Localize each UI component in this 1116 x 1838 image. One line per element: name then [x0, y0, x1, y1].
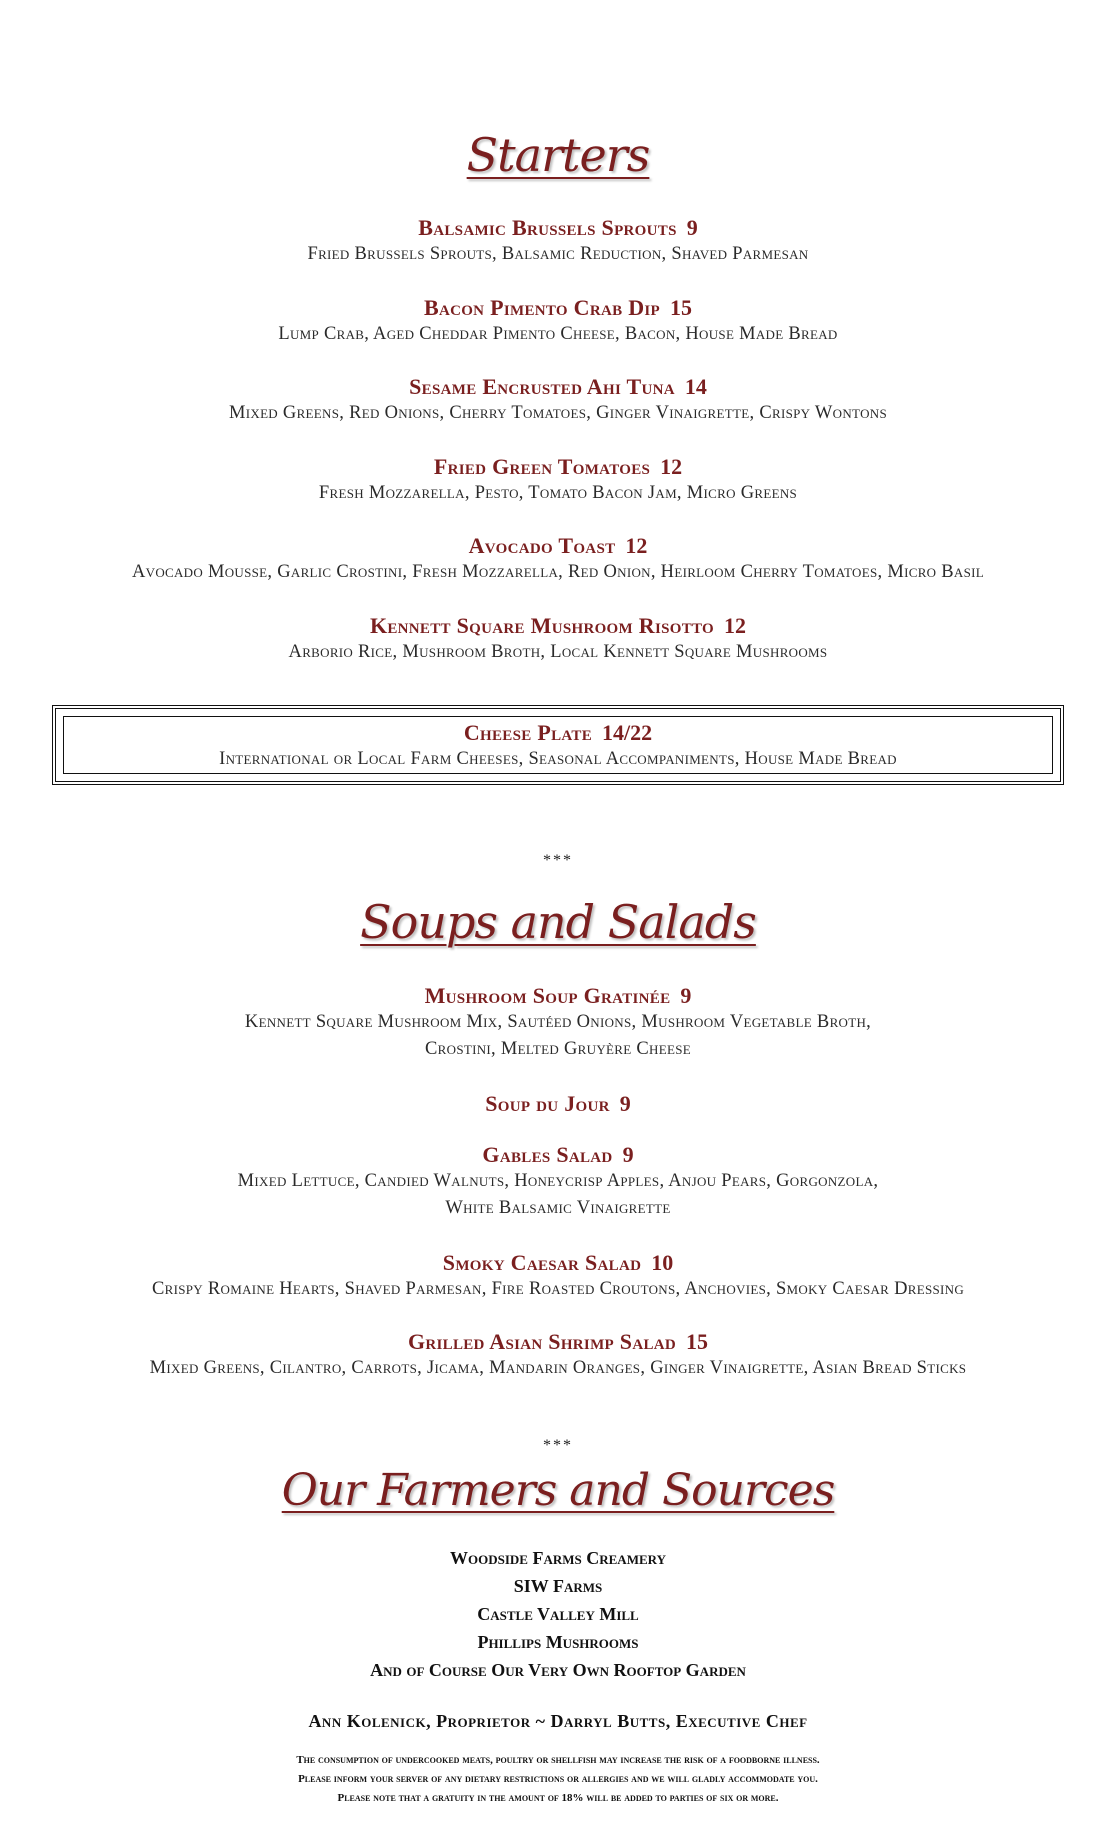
item-description: Fresh Mozzarella, Pesto, Tomato Bacon Jam, Micro Greens: [318, 483, 798, 503]
item-name: Kennett Square Mushroom Risotto: [369, 613, 715, 638]
item-price: 12: [660, 454, 683, 479]
soups-section-title-wrap: [0, 895, 1116, 949]
menu-item: [0, 454, 1116, 507]
soups-section-title: Soups and Salads: [360, 895, 756, 949]
menu-item: [0, 983, 1116, 1063]
sources-list: [0, 1544, 1116, 1684]
item-name: Bacon Pimento Crab Dip: [423, 295, 661, 320]
fine-print: [0, 1751, 1116, 1808]
item-name: Cheese Plate: [463, 720, 593, 745]
menu-item: [0, 613, 1116, 666]
item-name: Gables Salad: [482, 1142, 613, 1167]
item-description: Arborio Rice, Mushroom Broth, Local Kennett Square Mushrooms: [288, 642, 828, 662]
menu-item: [0, 374, 1116, 427]
item-description: Mixed Lettuce, Candied Walnuts, Honeycrisp Apples, Anjou Pears, Gorgonzola,: [237, 1171, 879, 1191]
item-name: Soup du Jour: [485, 1091, 610, 1116]
source-item: Woodside Farms Creamery: [450, 1548, 666, 1568]
source-item: SIW Farms: [513, 1576, 603, 1596]
menu-item: [0, 533, 1116, 586]
farmers-section-title-wrap: [0, 1465, 1116, 1516]
item-price: 9: [619, 1091, 631, 1116]
featured-menu-item: [0, 720, 1116, 773]
fine-print-line: Please note that a gratuity in the amount of 18% will be added to parties of six or more.: [337, 1792, 779, 1804]
item-name: Smoky Caesar Salad: [442, 1250, 642, 1275]
item-name: Avocado Toast: [468, 533, 616, 558]
item-price: 10: [651, 1250, 674, 1275]
item-description: Kennett Square Mushroom Mix, Sautéed Onions, Mushroom Vegetable Broth,: [244, 1012, 872, 1032]
section-divider: ***: [543, 1437, 573, 1454]
item-name: Grilled Asian Shrimp Salad: [407, 1329, 677, 1354]
menu-item: [0, 1250, 1116, 1303]
item-price: 9: [622, 1142, 634, 1167]
item-price: 9: [680, 983, 692, 1008]
item-name: Mushroom Soup Gratinée: [424, 983, 671, 1008]
item-name: Balsamic Brussels Sprouts: [418, 215, 677, 240]
item-name: Fried Green Tomatoes: [433, 454, 651, 479]
item-price: 12: [625, 533, 648, 558]
item-name: Sesame Encrusted Ahi Tuna: [409, 374, 675, 399]
starters-section-title: Starters: [466, 128, 650, 182]
menu-item: [0, 1142, 1116, 1222]
menu-item: [0, 295, 1116, 348]
menu-item: [0, 1329, 1116, 1382]
fine-print-line: Please inform your server of any dietary restrictions or allergies and we will gladly accommodate you.: [298, 1773, 818, 1785]
source-item: Castle Valley Mill: [477, 1604, 639, 1624]
staff-credits: Ann Kolenick, Proprietor ~ Darryl Butts, Executive Chef: [308, 1711, 808, 1731]
item-description: Fried Brussels Sprouts, Balsamic Reduction, Shaved Parmesan: [307, 244, 809, 264]
farmers-section-title: Our Farmers and Sources: [281, 1465, 835, 1516]
fine-print-line: The consumption of undercooked meats, poultry or shellfish may increase the risk of a foodborne illness.: [296, 1754, 820, 1766]
item-description: Crostini, Melted Gruyère Cheese: [425, 1039, 691, 1059]
source-item: And of Course Our Very Own Rooftop Garden: [370, 1660, 746, 1680]
section-divider: ***: [543, 852, 573, 869]
item-price: 14/22: [602, 720, 653, 745]
menu-item: [0, 1091, 1116, 1117]
item-description: Mixed Greens, Cilantro, Carrots, Jicama, Mandarin Oranges, Ginger Vinaigrette, Asian Bread Sticks: [149, 1358, 967, 1378]
item-description: Lump Crab, Aged Cheddar Pimento Cheese, Bacon, House Made Bread: [278, 324, 838, 344]
item-price: 12: [724, 613, 747, 638]
item-description: Avocado Mousse, Garlic Crostini, Fresh Mozzarella, Red Onion, Heirloom Cherry Tomatoes, Micro Basil: [131, 562, 985, 582]
item-description: White Balsamic Vinaigrette: [445, 1198, 671, 1218]
item-price: 14: [684, 374, 707, 399]
item-price: 15: [670, 295, 693, 320]
item-price: 15: [686, 1329, 709, 1354]
item-price: 9: [686, 215, 698, 240]
item-description: Crispy Romaine Hearts, Shaved Parmesan, Fire Roasted Croutons, Anchovies, Smoky Caesar Dressing: [151, 1279, 965, 1299]
source-item: Phillips Mushrooms: [477, 1632, 639, 1652]
item-description: International or Local Farm Cheeses, Seasonal Accompaniments, House Made Bread: [219, 749, 897, 769]
menu-item: [0, 215, 1116, 268]
item-description: Mixed Greens, Red Onions, Cherry Tomatoes, Ginger Vinaigrette, Crispy Wontons: [229, 403, 887, 423]
starters-section-title-wrap: [0, 128, 1116, 182]
